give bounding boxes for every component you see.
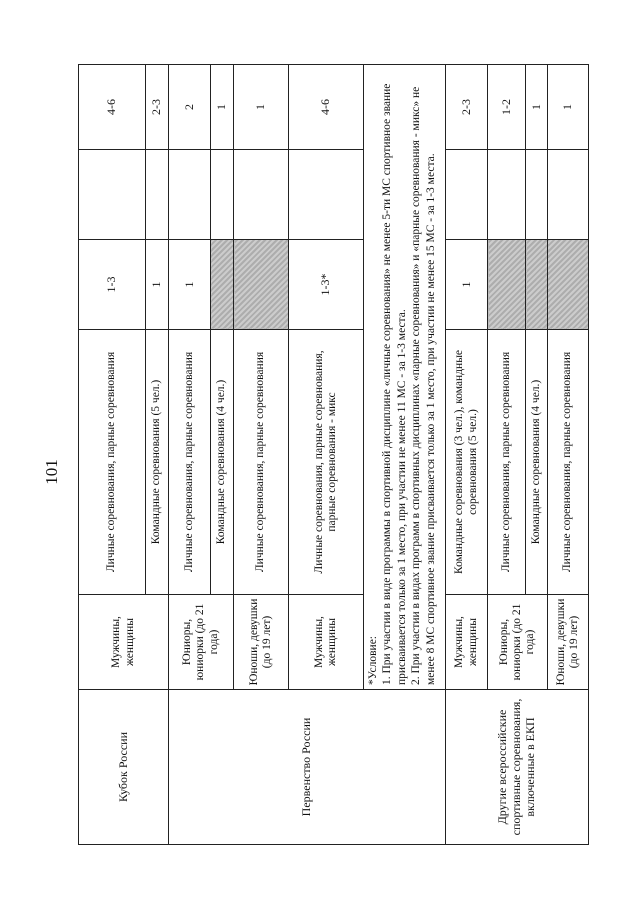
shaded-cell [526,239,548,329]
extra-other-juniors-team4: 1 [526,64,548,149]
note-line-1: 1. При участии в виде программы в спортивной дисциплине «личные соревнования» не менее 5-ти МС спортивное звание присваивается только за 1 место, при участии не менее 11 МС - за 1-3 места. [381,83,408,685]
age-group-juniors-21: Юниоры, юниорки (до 21 года) [169,595,234,690]
extra-other-youth: 1 [548,64,589,149]
shaded-cell [488,239,526,329]
age-group-other-men: Мужчины, женщины [446,595,488,690]
discipline-juniors-team4: Командные соревнования (4 чел.) [211,329,234,594]
competition-pervenstvo: Первенство России [169,690,446,845]
competition-kubok: Кубок России [79,690,169,845]
age-group-kubok: Мужчины, женщины [79,595,169,690]
page-number: 101 [42,459,61,485]
extra-mixed: 4-6 [289,64,364,149]
empty-cell [289,149,364,239]
empty-cell [526,149,548,239]
age-group-mixed: Мужчины, женщины [289,595,364,690]
empty-cell [169,149,211,239]
extra-juniors-team4: 1 [211,64,234,149]
empty-cell [211,149,234,239]
competition-other: Другие всероссийские спортивные соревнования, включенные в ЕКП [446,690,589,845]
places-mixed: 1-3* [289,239,364,329]
empty-cell [146,149,169,239]
discipline-youth-personal: Личные соревнования, парные соревнования [234,329,289,594]
discipline-kubok-team5: Командные соревнования (5 чел.) [146,329,169,594]
age-group-other-youth: Юноши, девушки (до 19 лет) [548,595,589,690]
shaded-cell [548,239,589,329]
discipline-mixed: Личные соревнования, парные соревнования, парные соревнования - микс [289,329,364,594]
shaded-cell [234,239,289,329]
extra-kubok-personal: 4-6 [79,64,146,149]
discipline-kubok-personal: Личные соревнования, парные соревнования [79,329,146,594]
sport-rank-table [78,64,589,845]
shaded-cell [211,239,234,329]
note-title: *Условие: [367,636,379,685]
places-kubok-personal: 1-3 [79,239,146,329]
extra-youth: 1 [234,64,289,149]
extra-other-men: 2-3 [446,64,488,149]
empty-cell [548,149,589,239]
discipline-other-juniors-team4: Командные соревнования (4 чел.) [526,329,548,594]
discipline-other-juniors-personal: Личные соревнования, парные соревнования [488,329,526,594]
places-juniors-personal: 1 [169,239,211,329]
discipline-other-youth: Личные соревнования, парные соревнования [548,329,589,594]
discipline-juniors-personal: Личные соревнования, парные соревнования [169,329,211,594]
age-group-youth-19: Юноши, девушки (до 19 лет) [234,595,289,690]
age-group-other-juniors: Юниоры, юниорки (до 21 года) [488,595,548,690]
empty-cell [79,149,146,239]
empty-cell [446,149,488,239]
extra-kubok-team5: 2-3 [146,64,169,149]
discipline-other-men: Командные соревнования (3 чел.), командные соревнования (5 чел.) [446,329,488,594]
note-line-2: 2. При участии в видах программ в спортивных дисциплинах «парные соревнования» и «парные соревнования - микс» не менее 8 МС спортивное звание присваивается только за 1 место, при участии не менее 15 МС - за 1-3 места. [410,86,437,685]
places-kubok-team5: 1 [146,239,169,329]
empty-cell [488,149,526,239]
extra-other-juniors-personal: 1-2 [488,64,526,149]
rotated-table-container [78,65,580,845]
extra-juniors-personal: 2 [169,64,211,149]
places-other-men: 1 [446,239,488,329]
condition-note [364,64,446,689]
empty-cell [234,149,289,239]
